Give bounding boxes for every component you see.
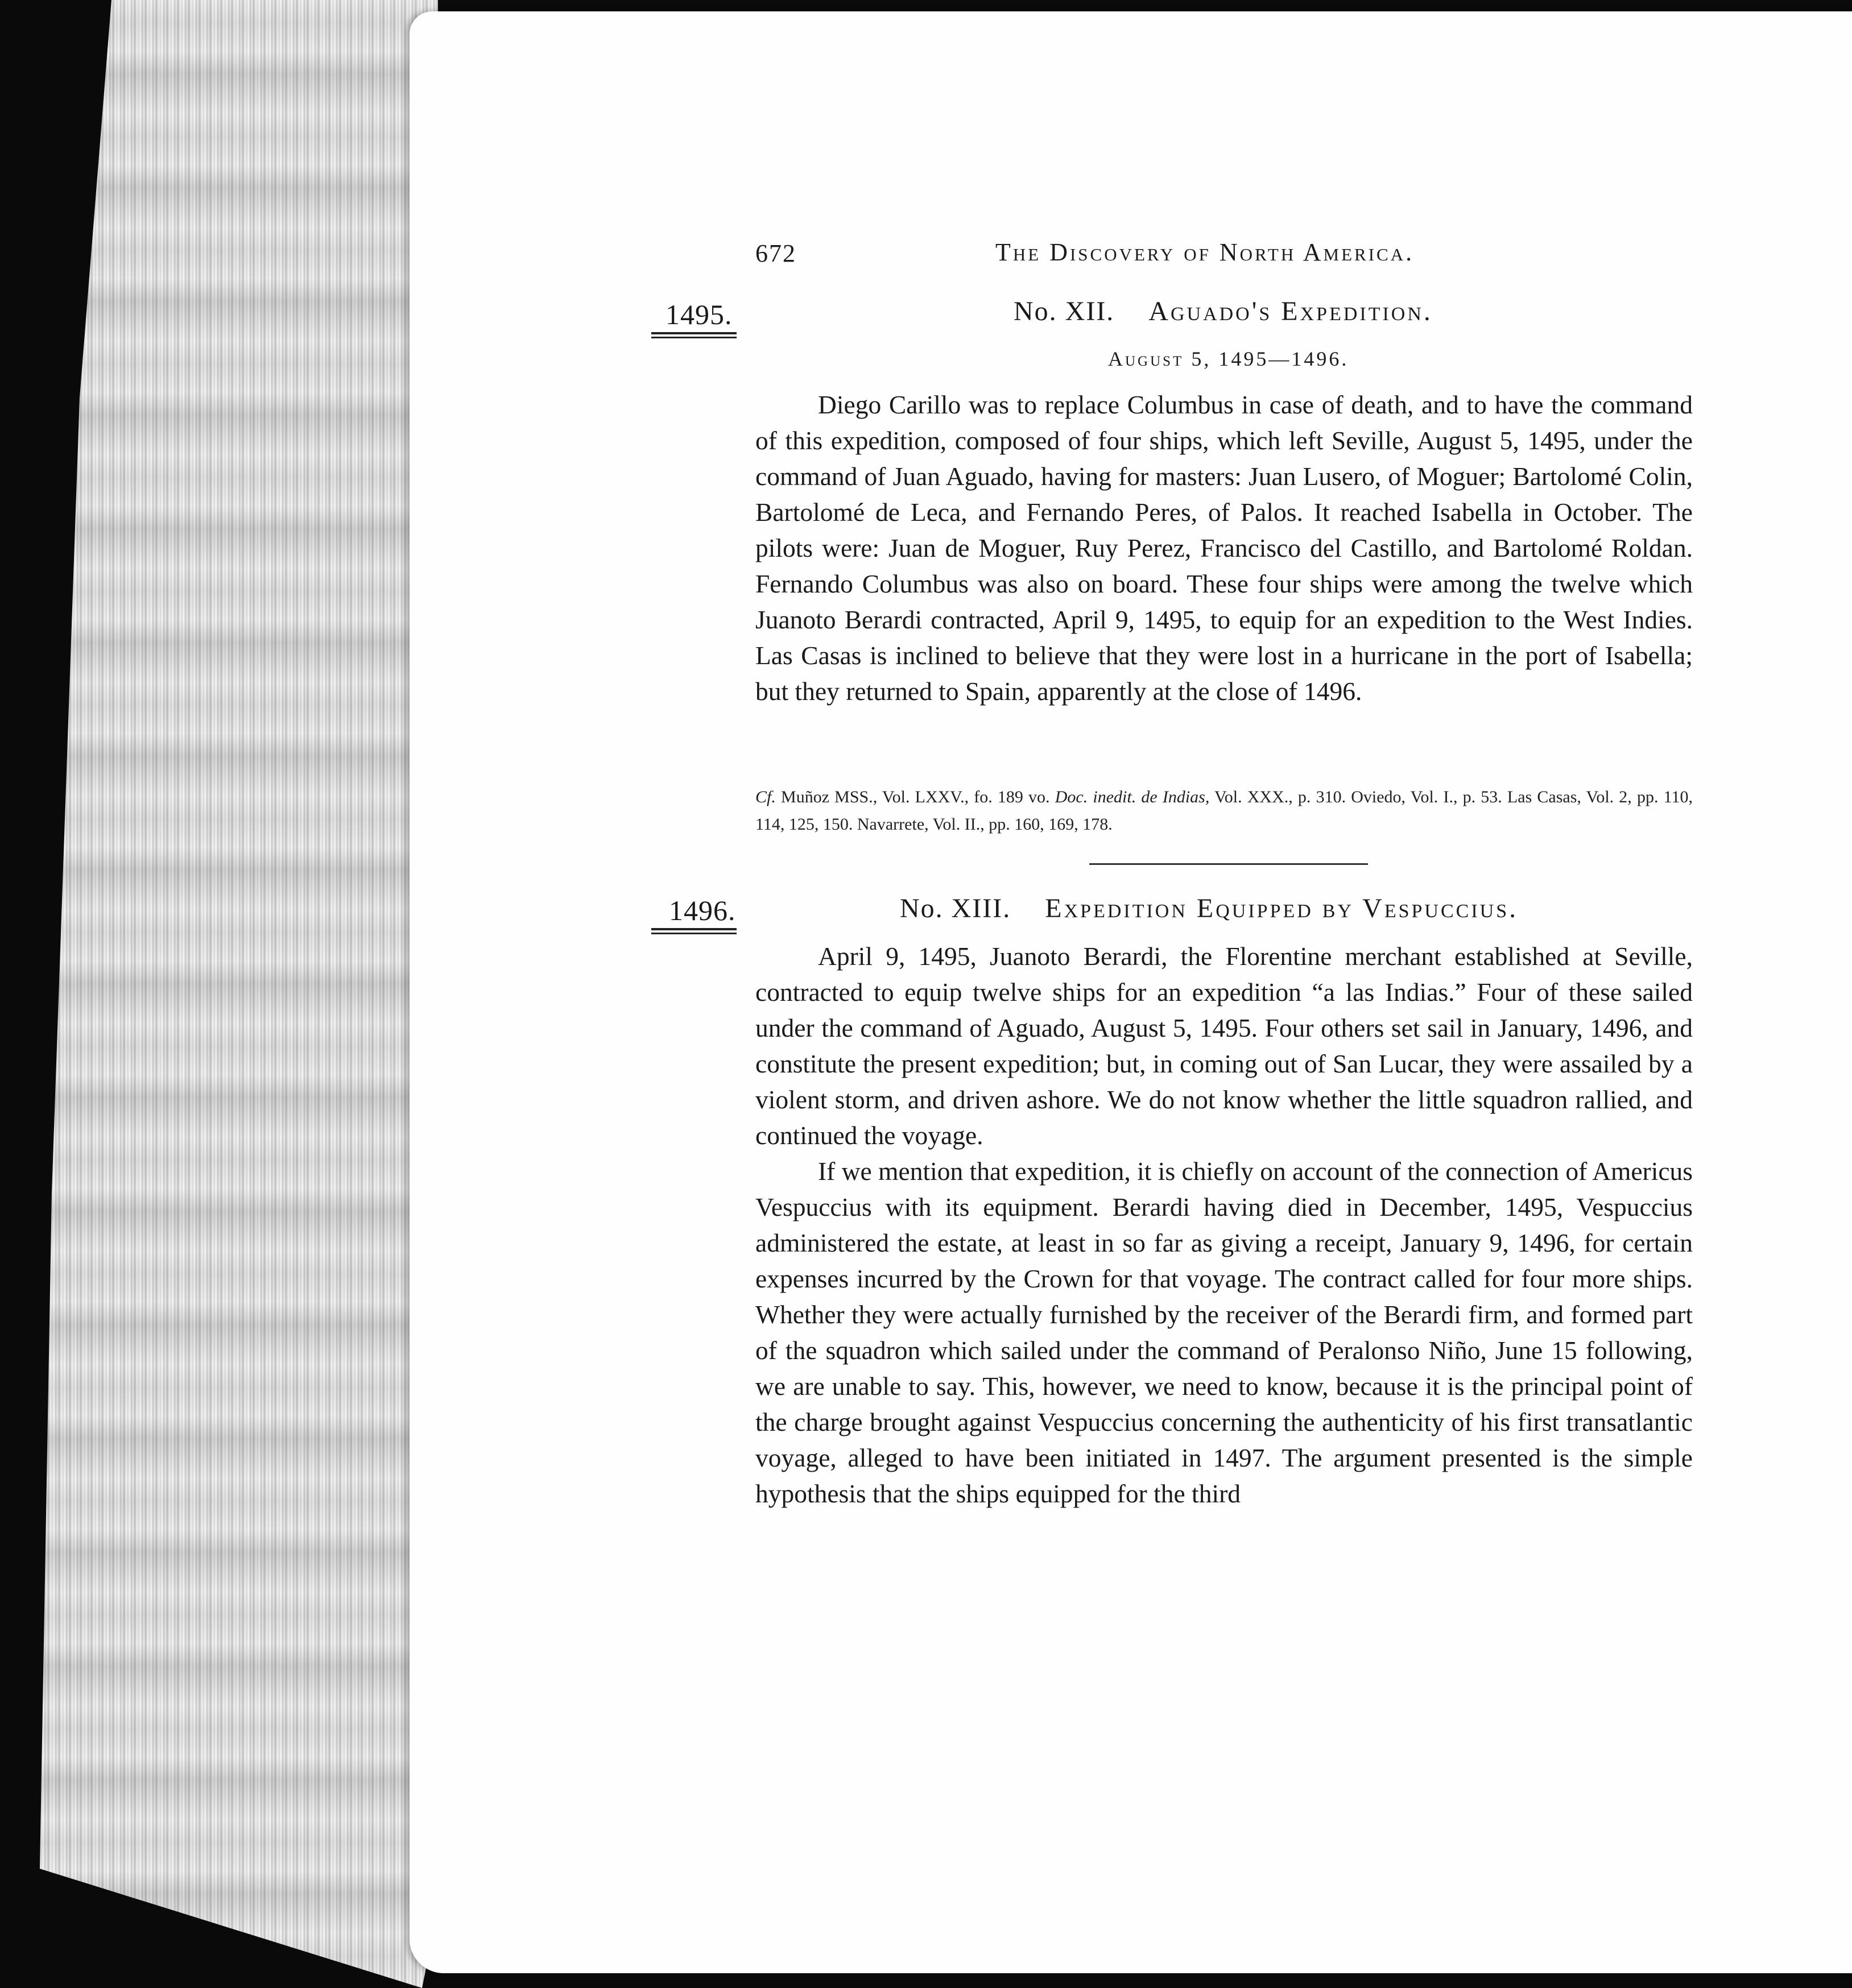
margin-year-1496: 1496. xyxy=(669,894,736,926)
section-title: Aguado's Expedition. xyxy=(1148,296,1433,326)
section-dateline: August 5, 1495—1496. xyxy=(1108,347,1349,370)
book-page-edges xyxy=(40,0,438,1988)
note-doc-inedit: Doc. inedit. de Indias, xyxy=(1055,788,1210,806)
section-number: No. XII. xyxy=(1014,296,1115,326)
note-rest: Vol. XXX., p. 310. Oviedo, Vol. I., p. 53. Las Casas, Vol. 2, pp. 110, 114, 125, 150. Navarrete, Vol. II., pp. 160, 169, 178. xyxy=(755,788,1693,834)
section-xii-body xyxy=(755,387,1693,709)
note-cf: Cf. xyxy=(755,788,776,806)
margin-year-1495: 1495. xyxy=(665,299,733,330)
note-munoz: Muñoz MSS., Vol. LXXV., fo. 189 vo. xyxy=(781,788,1050,806)
margin-year-rule xyxy=(651,332,737,338)
paragraph: If we mention that expedition, it is chiefly on account of the connection of Americus Vespuccius with its equipment. Berardi having died in December, 1495, Vespuccius administered the estate, at least in so far as giving a receipt, January 9, 1496, for certain expenses incurred by the Crown for that voyage. The contract called for four more ships. Whether they were actually furnished by the receiver of the Berardi firm, and formed part of the squadron which sailed under the command of Peralonso Niño, June 15 following, we are unable to say. This, however, we need to know, because it is the principal point of the charge brought against Vespuccius concerning the authenticity of his first transatlantic voyage, alleged to have been initiated in 1497. The argument presented is the simple hypothesis that the ships equipped for the third xyxy=(755,1157,1693,1508)
section-title: Expedition Equipped by Vespuccius. xyxy=(1045,893,1519,923)
paragraph: April 9, 1495, Juanoto Berardi, the Florentine merchant established at Seville, contracted to equip twelve ships for an expedition “a las Indias.” Four of these sailed under the command of Aguado, August 5, 1495. Four others set sail in January, 1496, and constitute the present expedition; but, in coming out of San Lucar, they were assailed by a violent storm, and driven ashore. We do not know whether the little squadron rallied, and continued the voyage. xyxy=(755,942,1693,1150)
page-number: 672 xyxy=(755,239,796,267)
running-head: The Discovery of North America. xyxy=(995,238,1415,266)
section-xiii-body xyxy=(755,938,1693,1511)
section-number: No. XIII. xyxy=(900,893,1011,923)
footnote-references xyxy=(755,784,1693,838)
margin-year-rule xyxy=(651,928,737,934)
section-separator-rule xyxy=(1089,863,1368,865)
section-heading-xiii xyxy=(900,893,1518,924)
section-heading-xii xyxy=(1014,296,1433,327)
paragraph: Diego Carillo was to replace Columbus in case of death, and to have the command of this expedition, composed of four ships, which left Seville, August 5, 1495, under the command of Juan Aguado, having for masters: Juan Lusero, of Moguer; Bartolomé Colin, Bartolomé de Leca, and Fernando Peres, of Palos. It reached Isabella in October. The pilots were: Juan de Moguer, Ruy Perez, Francisco del Castillo, and Bartolomé Roldan. Fernando Columbus was also on board. These four ships were among the twelve which Juanoto Berardi contracted, April 9, 1495, to equip for an expedition to the West Indies. Las Casas is inclined to believe that they were lost in a hurricane in the port of Isabella; but they returned to Spain, apparently at the close of 1496. xyxy=(755,390,1693,706)
